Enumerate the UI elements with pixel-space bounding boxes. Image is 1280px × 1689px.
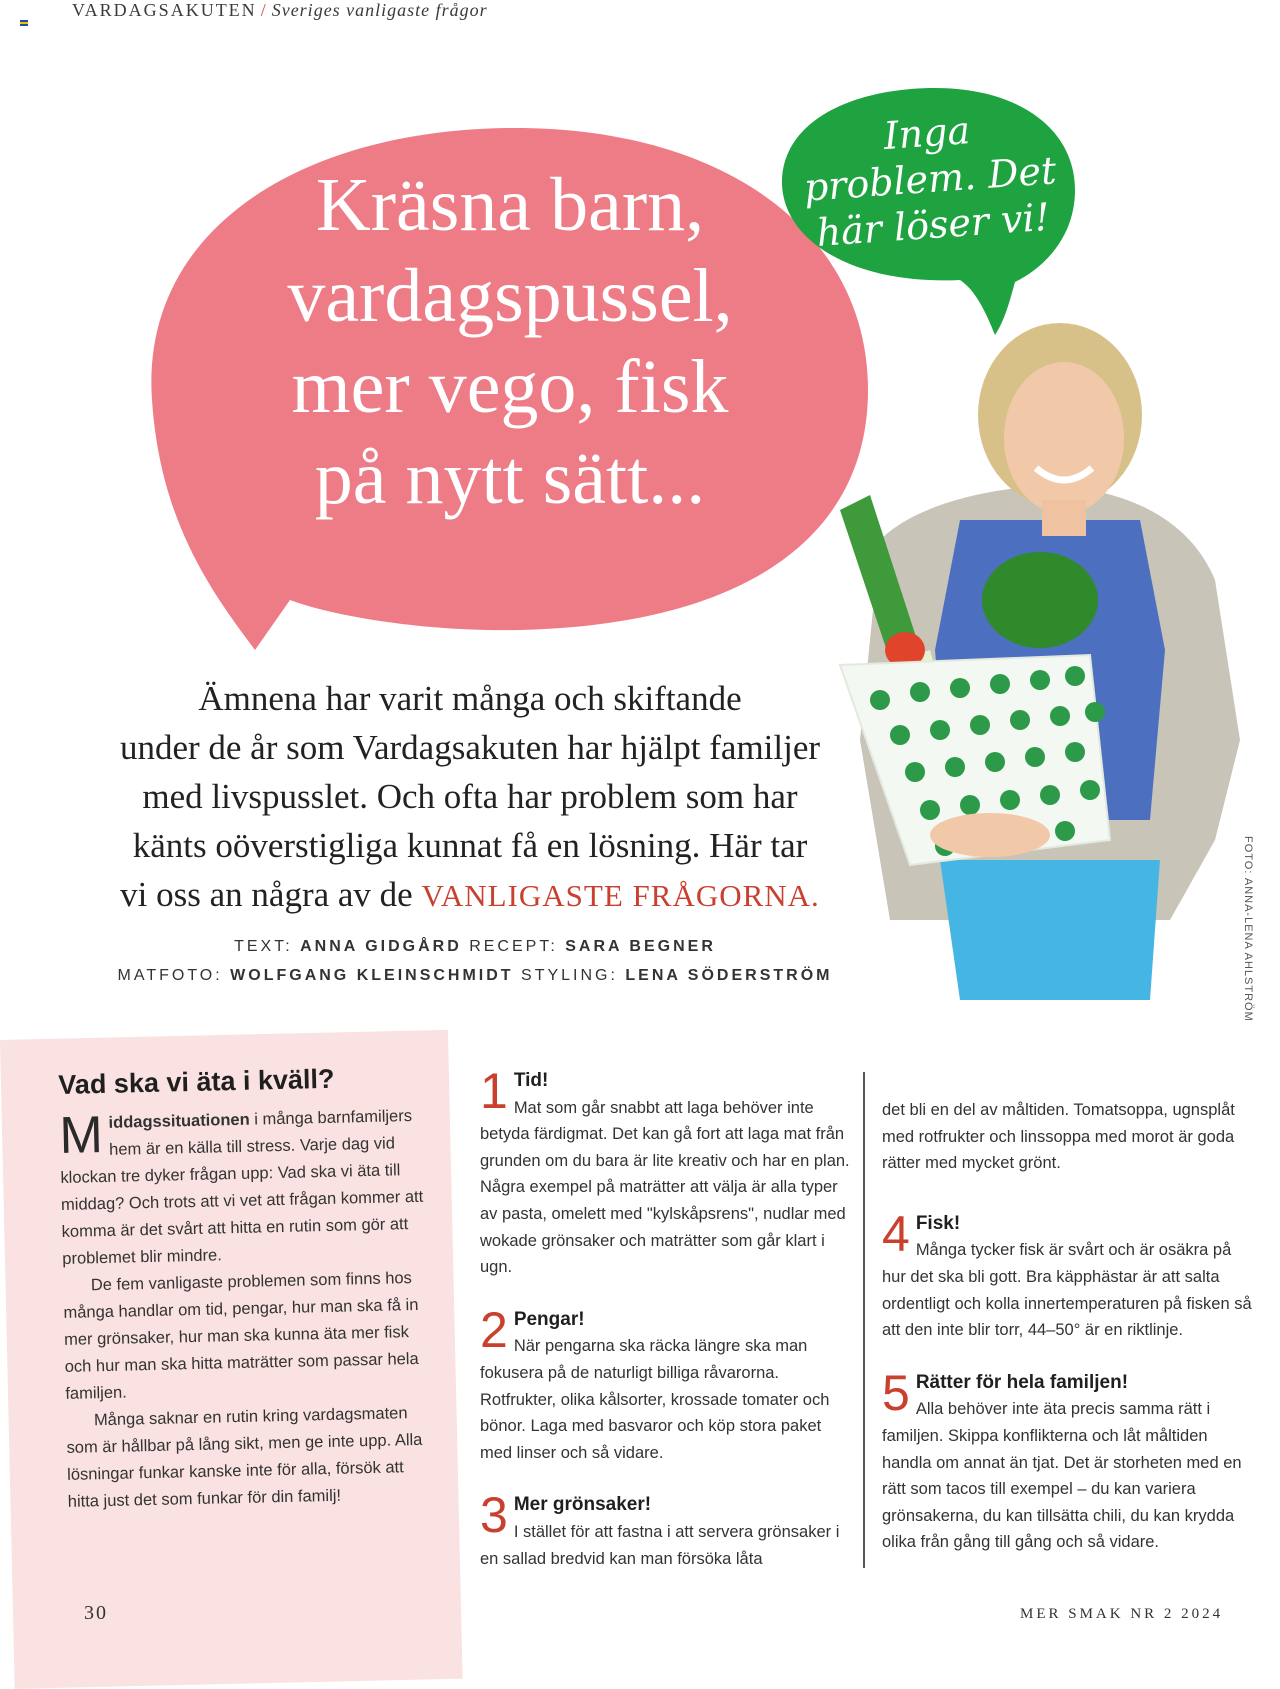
sidebar-title: Vad ska vi äta i kväll? bbox=[58, 1063, 335, 1100]
tip-item bbox=[480, 1063, 850, 1281]
credits-line-2 bbox=[60, 967, 890, 985]
headline bbox=[200, 160, 820, 524]
tip-number: 5 bbox=[882, 1364, 910, 1421]
credit-label: STYLING: bbox=[521, 967, 618, 984]
credits-line-1 bbox=[60, 938, 890, 956]
page-number: 30 bbox=[84, 1602, 108, 1624]
intro-line: Ämnena har varit många och skiftande bbox=[198, 679, 742, 718]
headline-line: vardagspussel, bbox=[287, 254, 733, 338]
tip-number: 4 bbox=[882, 1205, 910, 1262]
credit-name: WOLFGANG KLEINSCHMIDT bbox=[230, 967, 514, 984]
tip-text: Många tycker fisk är svårt och är osäkra på hur det ska bli gott. Bra käpphästar är att salta ordentligt och kolla innertemperaturen på fisken så att den inte blir torr, 44–50° är en riktlinje. bbox=[882, 1241, 1252, 1340]
neck bbox=[1042, 500, 1086, 536]
intro-line: känts oöverstigliga kunnat få en lösning. Här tar bbox=[132, 826, 808, 865]
intro-line: med livspusslet. Och ofta har problem som har bbox=[142, 777, 798, 816]
sidebar bbox=[58, 1062, 438, 1516]
column-1 bbox=[480, 1063, 850, 1572]
magazine-issue: MER SMAK NR 2 2024 bbox=[1020, 1606, 1224, 1622]
trousers bbox=[940, 860, 1160, 1000]
credit-name: LENA SÖDERSTRÖM bbox=[625, 967, 833, 984]
headline-line: på nytt sätt... bbox=[314, 436, 706, 520]
credit-name: SARA BEGNER bbox=[565, 938, 716, 955]
intro-line bbox=[60, 870, 880, 920]
sidebar-paragraph: Många saknar en rutin kring vardagsmaten som är hållbar på lång sikt, men ge inte upp. Alla lösningar funkar kanske inte för alla, försök att hitta just det som funkar för din familj! bbox=[66, 1404, 423, 1511]
sidebar-lead: iddagssituationen bbox=[108, 1110, 250, 1132]
tip-title: Pengar! bbox=[513, 1308, 585, 1330]
tip-text: Alla behöver inte äta precis samma rätt i familjen. Skippa konflikterna och låt måltiden handla om annat än tjat. Det är storheten med en rätt som tacos till exempel – du kan variera grönsakerna, du kan tillsätta chili, du kan krydda olika från gång till gång och så vidare. bbox=[882, 1400, 1242, 1552]
tip-text: När pengarna ska räcka längre ska man fokusera på de naturligt billiga råvarorna. Rotfrukter, olika kålsorter, krossade tomater och bönor. Laga med basvaror och köp stora paket med linser och så vidare. bbox=[480, 1337, 830, 1462]
tip-item bbox=[480, 1487, 850, 1572]
credit-label: MATFOTO: bbox=[117, 967, 223, 984]
column-divider bbox=[863, 1072, 865, 1568]
tip-title: Rätter för hela familjen! bbox=[915, 1371, 1129, 1393]
photo-credit: FOTO: ANNA-LENA AHLSTRÖM bbox=[1242, 836, 1254, 1022]
intro-line: under de år som Vardagsakuten har hjälpt familjer bbox=[119, 728, 821, 767]
tip-item bbox=[882, 1205, 1252, 1344]
credit-name: ANNA GIDGÅRD bbox=[300, 938, 462, 955]
tip-item bbox=[480, 1301, 850, 1467]
intro-text bbox=[60, 674, 880, 920]
sidebar-paragraph: De fem vanligaste problemen som finns hos många handlar om tid, pengar, hur man ska få in mer grönsaker, hur man ska kunna äta mer fisk och hur man ska hitta maträtter som passar hela familjen. bbox=[63, 1269, 419, 1403]
tip-text: Mat som går snabbt att laga behöver inte betyda färdigmat. Det kan gå fort att laga mat från grunden om du bara är lite kreativ och har en plan. Några exempel på maträtter att välja är alla typer av pasta, omelett med "kylskåpsrens", nudlar med wokade grönsaker och maträtter som går klart i ugn. bbox=[480, 1098, 850, 1277]
tip-text: I stället för att fastna i att servera grönsaker i en sallad bredvid kan man försöka låta bbox=[480, 1522, 840, 1568]
tip-title: Tid! bbox=[513, 1070, 549, 1091]
intro-last-line-start: vi oss an några av de bbox=[120, 875, 413, 914]
section-name: VARDAGSAKUTEN bbox=[72, 0, 257, 20]
section-subtitle: Sveriges vanligaste frågor bbox=[271, 0, 488, 20]
tip-number: 2 bbox=[480, 1301, 508, 1358]
green-bubble-line: Inga bbox=[882, 108, 972, 159]
tip-item bbox=[882, 1364, 1252, 1556]
drop-cap: M bbox=[58, 1106, 104, 1165]
hands bbox=[930, 813, 1050, 857]
tip-number: 1 bbox=[480, 1063, 508, 1119]
headline-line: Kräsna barn, bbox=[315, 163, 705, 247]
intro-highlight: VANLIGASTE FRÅGORNA. bbox=[421, 878, 820, 913]
credit-label: RECEPT: bbox=[469, 938, 558, 955]
portrait-photo bbox=[820, 320, 1260, 1000]
green-bubble-text bbox=[796, 101, 1065, 257]
basil-icon bbox=[982, 552, 1098, 648]
tip-title: Fisk! bbox=[915, 1212, 961, 1234]
tip-3-continued: det bli en del av måltiden. Tomatsoppa, ugnsplåt med rotfrukter och linssoppa med morot är goda rätter med mycket grönt. bbox=[882, 1101, 1235, 1173]
green-bubble-line: här löser vi! bbox=[815, 194, 1052, 255]
column-2 bbox=[882, 1097, 1252, 1556]
sidebar-paragraph bbox=[59, 1103, 433, 1273]
tip-title: Mer grönsaker! bbox=[513, 1494, 652, 1516]
tip-number: 3 bbox=[480, 1487, 508, 1544]
sidebar-p1-text: i många barnfamiljers hem är en källa till stress. Varje dag vid klockan tre dyker frågan upp: Vad ska vi äta till middag? Och trots att vi vet att frågan kommer att komma är det svårt att hitta en rutin som gör att problemet blir mindre. bbox=[60, 1106, 424, 1268]
headline-line: mer vego, fisk bbox=[291, 345, 729, 429]
face bbox=[1004, 362, 1124, 514]
running-head-separator: / bbox=[260, 0, 268, 20]
credit-label: TEXT: bbox=[234, 938, 293, 955]
green-bubble-line: problem. Det bbox=[802, 148, 1058, 210]
